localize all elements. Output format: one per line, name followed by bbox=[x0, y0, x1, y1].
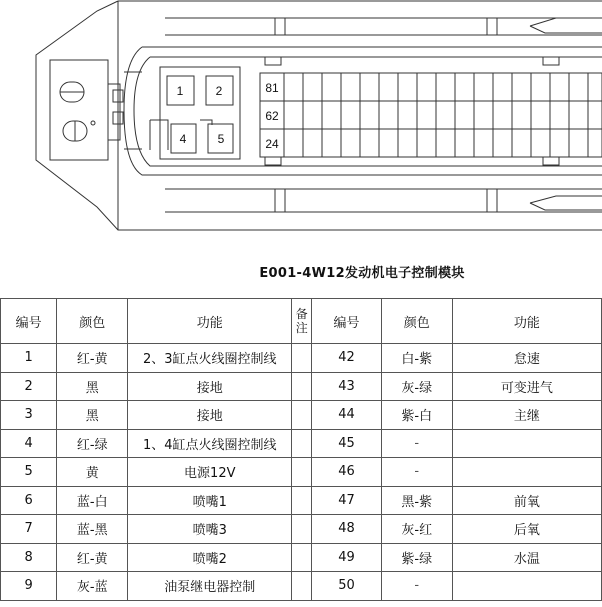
pin-no-cell: 48 bbox=[312, 515, 382, 544]
pin-label-5: 5 bbox=[217, 132, 225, 146]
table-row bbox=[1, 372, 602, 401]
pin-function-cell bbox=[452, 572, 601, 601]
pin-function-cell: 怠速 bbox=[452, 344, 601, 373]
pin-function-cell: 电源12V bbox=[128, 458, 292, 487]
wire-color-cell: 黄 bbox=[57, 458, 128, 487]
pin-function-cell: 水温 bbox=[452, 543, 601, 572]
pin-function-cell: 喷嘴3 bbox=[128, 515, 292, 544]
pin-no-cell: 6 bbox=[1, 486, 57, 515]
pin-function-cell bbox=[452, 458, 601, 487]
table-row bbox=[1, 515, 602, 544]
wire-color-cell: 灰-绿 bbox=[381, 372, 452, 401]
pin-function-table bbox=[0, 298, 602, 601]
wire-color-cell: 灰-蓝 bbox=[57, 572, 128, 601]
remark-cell bbox=[292, 372, 312, 401]
wire-color-cell: 白-紫 bbox=[381, 344, 452, 373]
wire-color-cell: 黑-紫 bbox=[381, 486, 452, 515]
pin-function-cell: 后氧 bbox=[452, 515, 601, 544]
pin-function-cell: 前氧 bbox=[452, 486, 601, 515]
table-row bbox=[1, 401, 602, 430]
wire-color-cell: 灰-红 bbox=[381, 515, 452, 544]
pin-no-cell: 44 bbox=[312, 401, 382, 430]
wire-color-cell: 红-黄 bbox=[57, 543, 128, 572]
pin-function-cell: 1、4缸点火线圈控制线 bbox=[128, 429, 292, 458]
wire-color-cell: - bbox=[381, 572, 452, 601]
row-label-24: 24 bbox=[265, 137, 279, 151]
pin-function-cell: 喷嘴1 bbox=[128, 486, 292, 515]
wire-color-cell: 红-黄 bbox=[57, 344, 128, 373]
table-row bbox=[1, 543, 602, 572]
pin-no-cell: 42 bbox=[312, 344, 382, 373]
remark-cell bbox=[292, 543, 312, 572]
table-row bbox=[1, 429, 602, 458]
wire-color-cell: 蓝-白 bbox=[57, 486, 128, 515]
header-function-2: 功能 bbox=[452, 299, 601, 344]
header-color: 颜色 bbox=[57, 299, 128, 344]
connector-diagram bbox=[0, 0, 602, 250]
module-title: E001-4W12发动机电子控制模块 bbox=[259, 266, 465, 281]
pin-label-2: 2 bbox=[215, 84, 223, 98]
pin-no-cell: 5 bbox=[1, 458, 57, 487]
pin-no-cell: 2 bbox=[1, 372, 57, 401]
wire-color-cell: 蓝-黑 bbox=[57, 515, 128, 544]
pin-no-cell: 47 bbox=[312, 486, 382, 515]
remark-cell bbox=[292, 515, 312, 544]
pin-no-cell: 3 bbox=[1, 401, 57, 430]
pin-no-cell: 8 bbox=[1, 543, 57, 572]
header-color-2: 颜色 bbox=[381, 299, 452, 344]
header-function: 功能 bbox=[128, 299, 292, 344]
row-label-81: 81 bbox=[265, 81, 279, 95]
wire-color-cell: 紫-绿 bbox=[381, 543, 452, 572]
pin-function-cell: 接地 bbox=[128, 372, 292, 401]
wire-color-cell: 黑 bbox=[57, 401, 128, 430]
table-row bbox=[1, 458, 602, 487]
pin-no-cell: 46 bbox=[312, 458, 382, 487]
wire-color-cell: - bbox=[381, 458, 452, 487]
wire-color-cell: - bbox=[381, 429, 452, 458]
pin-no-cell: 43 bbox=[312, 372, 382, 401]
header-remark: 备 注 bbox=[292, 299, 312, 344]
pin-no-cell: 49 bbox=[312, 543, 382, 572]
pin-label-1: 1 bbox=[176, 84, 184, 98]
pin-function-cell: 接地 bbox=[128, 401, 292, 430]
header-no: 编号 bbox=[1, 299, 57, 344]
wire-color-cell: 紫-白 bbox=[381, 401, 452, 430]
table-row bbox=[1, 572, 602, 601]
wire-color-cell: 黑 bbox=[57, 372, 128, 401]
remark-cell bbox=[292, 572, 312, 601]
row-label-62: 62 bbox=[265, 109, 279, 123]
pin-no-cell: 45 bbox=[312, 429, 382, 458]
table-header-row bbox=[1, 299, 602, 344]
pin-label-4: 4 bbox=[179, 132, 187, 146]
remark-cell bbox=[292, 401, 312, 430]
pin-function-cell: 主继 bbox=[452, 401, 601, 430]
table-row bbox=[1, 486, 602, 515]
wire-color-cell: 红-绿 bbox=[57, 429, 128, 458]
table-row bbox=[1, 344, 602, 373]
header-no-2: 编号 bbox=[312, 299, 382, 344]
pin-no-cell: 7 bbox=[1, 515, 57, 544]
mounting-plate bbox=[50, 60, 108, 160]
remark-cell bbox=[292, 458, 312, 487]
pin-function-cell: 可变进气 bbox=[452, 372, 601, 401]
pin-no-cell: 50 bbox=[312, 572, 382, 601]
pin-grid bbox=[260, 73, 602, 157]
remark-cell bbox=[292, 344, 312, 373]
pin-function-cell: 喷嘴2 bbox=[128, 543, 292, 572]
pin-no-cell: 4 bbox=[1, 429, 57, 458]
pin-no-cell: 1 bbox=[1, 344, 57, 373]
pin-function-cell: 2、3缸点火线圈控制线 bbox=[128, 344, 292, 373]
pin-function-cell: 油泵继电器控制 bbox=[128, 572, 292, 601]
remark-cell bbox=[292, 486, 312, 515]
remark-cell bbox=[292, 429, 312, 458]
connector-inner-body bbox=[124, 47, 602, 175]
pin-no-cell: 9 bbox=[1, 572, 57, 601]
pin-function-cell bbox=[452, 429, 601, 458]
